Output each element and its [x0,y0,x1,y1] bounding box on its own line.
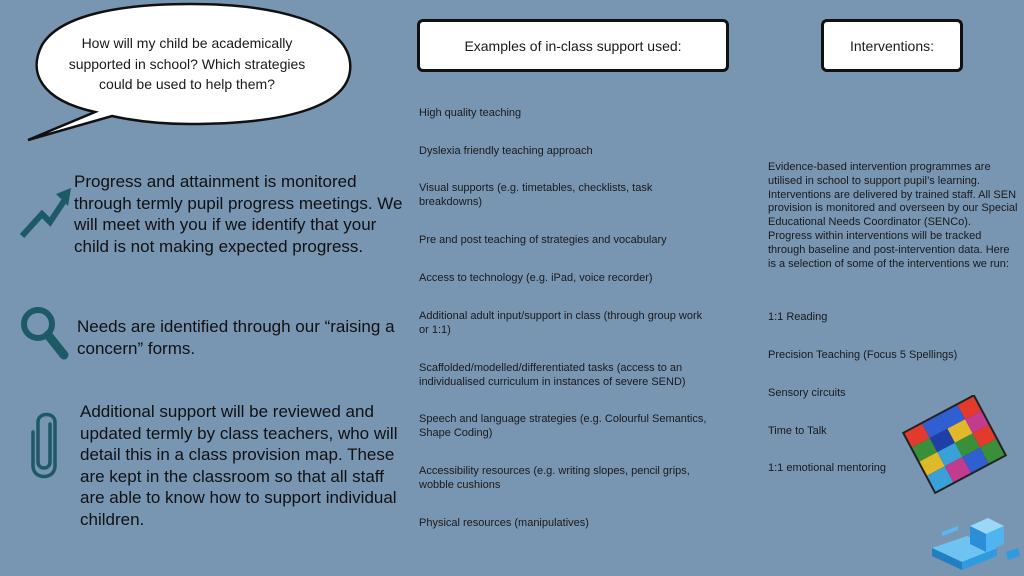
intervention-item: 1:1 Reading [768,311,828,323]
support-item: Additional adult input/support in class (through group work or 1:1) [419,310,703,336]
support-item: Accessibility resources (e.g. writing slopes, pencil grips, wobble cushions [419,465,690,491]
interventions-description: Evidence-based intervention programmes are utilised in school to support pupil’s learning. Interventions are delivered by trained staff. All SEN provision is monitored and overseen by our Special Educational Needs Coordinator (SENCo). Progress within interventions will be tracked through baseline and post-intervention data. Here is a selection of some of the interventions we run: [768,161,1018,270]
intervention-item: Time to Talk [768,425,827,437]
paperclip-icon [28,410,62,482]
left-point-needs: Needs are identified through our “raising a concern” forms. [77,317,395,358]
support-item: Pre and post teaching of strategies and vocabulary [419,234,667,246]
support-item: Scaffolded/modelled/differentiated tasks (access to an individualised curriculum in instances of severe SEND) [419,362,686,388]
bubble-question: How will my child be academically supported in school? Which strategies could be used to help them? [68,35,306,92]
trend-arrow-icon [16,180,72,240]
intervention-item: 1:1 emotional mentoring [768,462,887,474]
support-item: High quality teaching [419,107,522,119]
intervention-item: Sensory circuits [768,387,846,399]
interventions-header-box [821,19,963,72]
support-item: Dyslexia friendly teaching approach [419,145,593,157]
interventions-header-label: Interventions: [849,37,935,54]
support-item: Access to technology (e.g. iPad, voice recorder) [419,272,653,284]
support-item: Speech and language strategies (e.g. Colourful Semantics, Shape Coding) [419,413,707,439]
left-point-progress: Progress and attainment is monitored through termly pupil progress meetings. We will meet with you if we identify that your child is not making expected progress. [74,172,403,256]
support-item: Physical resources (manipulatives) [419,517,589,529]
linking-cubes-illustration [900,395,1010,495]
left-point-review: Additional support will be reviewed and updated termly by class teachers, who will detail this in a class provision map. These are kept in the classroom so that all staff are able to know how to support individual children. [80,402,398,529]
support-header-label: Examples of in-class support used: [464,37,682,54]
intervention-item: Precision Teaching (Focus 5 Spellings) [768,349,958,361]
magnifier-icon [18,305,70,361]
base-ten-blocks-illustration [922,508,1022,574]
support-item: Visual supports (e.g. timetables, checklists, task breakdowns) [419,182,653,208]
support-header-box [417,19,729,72]
